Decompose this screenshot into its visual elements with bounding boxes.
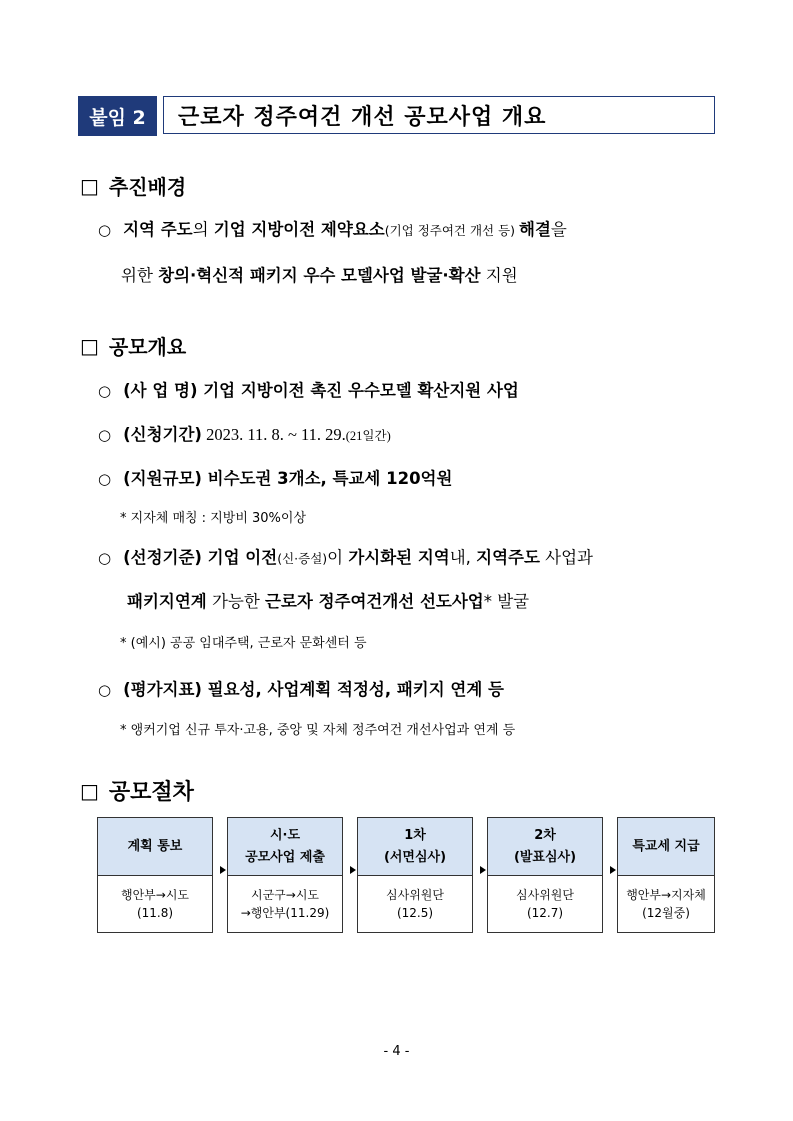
section-title: 공모개요 (108, 335, 187, 359)
step-subtitle: (발표심사) (513, 849, 577, 865)
step-head (228, 818, 342, 876)
text: 을 (550, 220, 567, 239)
text: (신·증설) (277, 551, 328, 566)
label: (신청기간) (123, 425, 202, 444)
overview-criteria-line-1 (98, 544, 593, 568)
step-date: (12.7) (526, 906, 564, 920)
step-title: 계획 통보 (127, 838, 183, 854)
step-body (98, 876, 212, 932)
step-body (358, 876, 472, 932)
value: 기업 지방이전 촉진 우수모델 확산지원 사업 (197, 381, 519, 400)
value: 2023. 11. 8. ~ 11. 29. (201, 425, 346, 444)
circle-bullet-icon: ○ (98, 470, 112, 488)
label: (사 업 명) (123, 381, 198, 400)
text: 기업 이전 (201, 548, 278, 567)
process-step-2 (227, 817, 343, 933)
step-date: →행안부(11.29) (240, 906, 330, 920)
step-detail: 시군구→시도 (250, 888, 319, 902)
step-date: (12.5) (396, 906, 434, 920)
scale-note: * 지자체 매칭 : 지방비 30%이상 (120, 511, 307, 526)
step-detail: 행안부→시도 (120, 888, 189, 902)
text: 가시화된 지역 (348, 548, 450, 567)
overview-period (98, 421, 391, 445)
step-detail: 심사위원단 (386, 888, 444, 902)
text: 근로자 정주여건개선 선도사업 (265, 592, 484, 611)
circle-bullet-icon: ○ (98, 549, 112, 567)
step-title: 1차 (404, 827, 426, 843)
step-head (488, 818, 602, 876)
step-title: 시·도 (269, 827, 301, 843)
text: 가능한 (206, 592, 266, 611)
square-bullet-icon: □ (80, 333, 99, 358)
page-title: 근로자 정주여건 개선 공모사업 개요 (178, 104, 547, 130)
value: 비수도권 3개소, 특교세 120억원 (201, 469, 453, 488)
section-title: 추진배경 (108, 175, 187, 199)
arrow-right-icon (220, 866, 226, 874)
step-detail: 심사위원단 (516, 888, 574, 902)
step-head (358, 818, 472, 876)
text: 패키지연계 (127, 592, 207, 611)
text: 위한 (121, 266, 159, 285)
text: * 발굴 (483, 592, 530, 611)
step-title: 특교세 지급 (632, 838, 700, 854)
process-step-4 (487, 817, 603, 933)
text: 이 (327, 548, 349, 567)
text: 지역주도 (476, 548, 540, 567)
eval-note: * 앵커기업 신규 투자·고용, 중앙 및 자체 정주여건 개선사업과 연계 등 (120, 723, 516, 738)
text: 의 (192, 220, 214, 239)
overview-eval (98, 676, 504, 700)
criteria-note: * (예시) 공공 임대주택, 근로자 문화센터 등 (120, 636, 367, 651)
text: 사업과 (539, 548, 593, 567)
step-subtitle: 공모사업 제출 (245, 849, 325, 865)
background-line-2 (121, 262, 518, 286)
text: (기업 정주여건 개선 등) (384, 223, 520, 238)
process-step-3 (357, 817, 473, 933)
process-step-5 (617, 817, 715, 933)
circle-bullet-icon: ○ (98, 426, 112, 444)
value-extra: (21일간) (345, 429, 391, 443)
overview-name (98, 377, 519, 401)
square-bullet-icon: □ (80, 778, 99, 803)
circle-bullet-icon: ○ (98, 382, 112, 400)
section-overview-heading (80, 331, 186, 360)
arrow-right-icon (480, 866, 486, 874)
text: 지원 (480, 266, 518, 285)
section-title: 공모절차 (108, 780, 194, 805)
attachment-tag: 붙임 2 (78, 96, 157, 136)
label: (평가지표) (123, 680, 202, 699)
circle-bullet-icon: ○ (98, 221, 112, 239)
step-date: (11.8) (136, 906, 174, 920)
step-title: 2차 (534, 827, 556, 843)
overview-criteria-line-2 (127, 588, 529, 612)
arrow-right-icon (610, 866, 616, 874)
text: 내, (449, 548, 477, 567)
step-subtitle: (서면심사) (383, 849, 447, 865)
overview-scale (98, 465, 452, 489)
label: (지원규모) (123, 469, 202, 488)
title-box (163, 96, 715, 134)
section-background-heading (80, 171, 186, 200)
value: 필요성, 사업계획 적정성, 패키지 연계 등 (201, 680, 504, 699)
process-step-1 (97, 817, 213, 933)
step-date: (12월중) (642, 906, 690, 920)
label: (선정기준) (123, 548, 202, 567)
step-detail: 행안부→지자체 (626, 888, 706, 902)
square-bullet-icon: □ (80, 173, 99, 198)
background-line-1 (98, 216, 567, 240)
step-head (618, 818, 714, 876)
circle-bullet-icon: ○ (98, 681, 112, 699)
section-procedure-heading (80, 775, 194, 806)
step-body (488, 876, 602, 932)
step-head (98, 818, 212, 876)
page-number: - 4 - (383, 1044, 410, 1059)
arrow-right-icon (350, 866, 356, 874)
text: 지역 주도 (123, 220, 193, 239)
text: 해결 (519, 220, 551, 239)
text: 창의·혁신적 패키지 우수 모델사업 발굴·확산 (158, 266, 481, 285)
text: 기업 지방이전 제약요소 (213, 220, 385, 239)
step-body (228, 876, 342, 932)
step-body (618, 876, 714, 932)
